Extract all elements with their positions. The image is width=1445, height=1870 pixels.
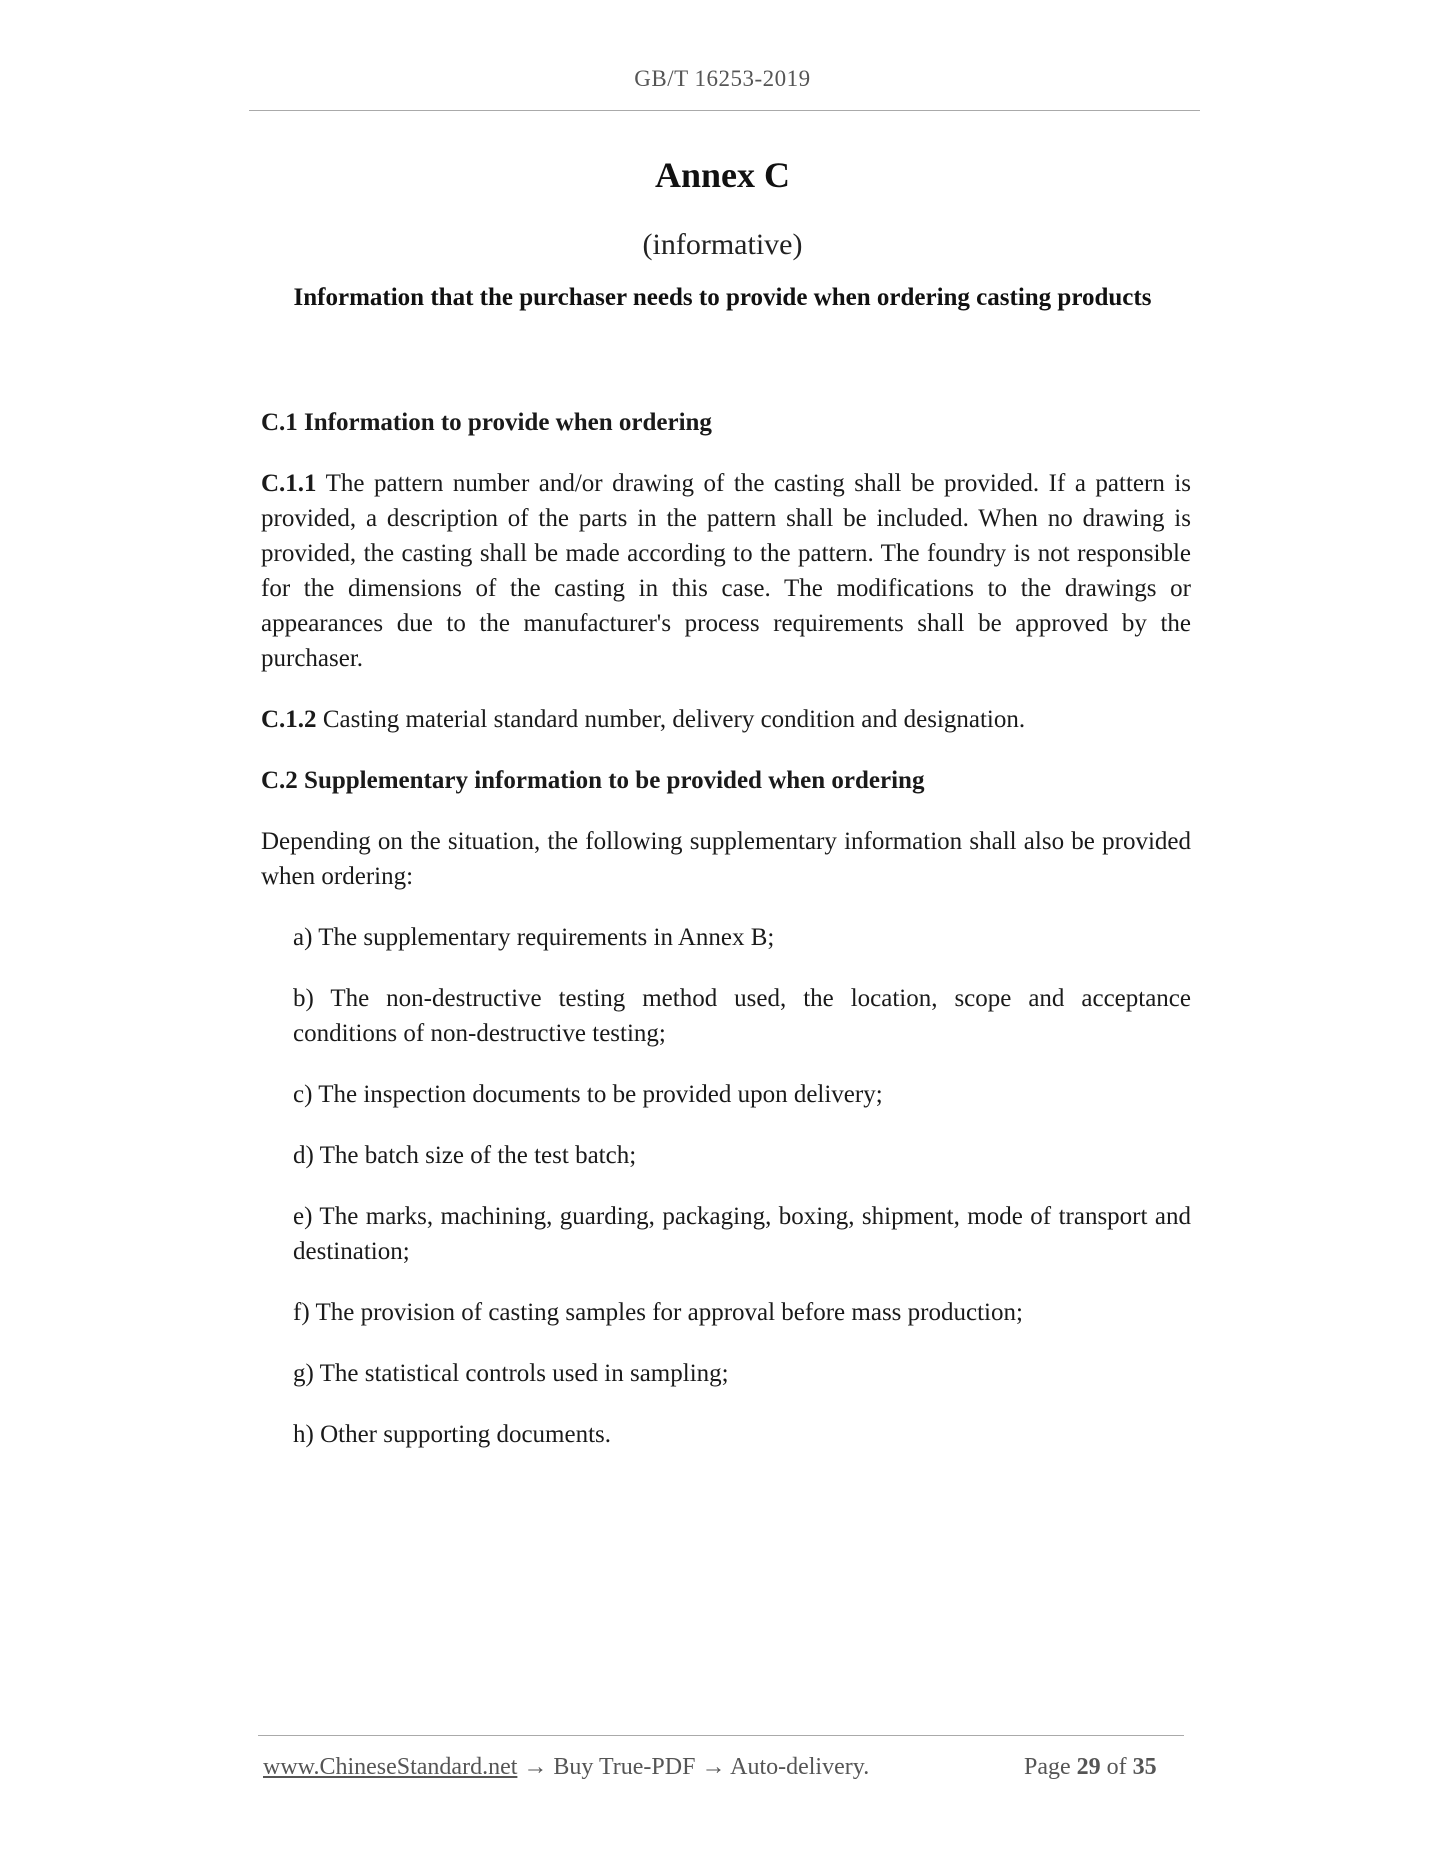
document-id: GB/T 16253-2019 (634, 66, 811, 91)
clause-c1-2 (261, 702, 1191, 737)
footer-promo (263, 1754, 869, 1781)
header-divider (249, 110, 1200, 111)
page-indicator (1024, 1754, 1157, 1781)
page-current: 29 (1076, 1754, 1101, 1780)
list-item: c) The inspection documents to be provided upon delivery; (293, 1081, 883, 1108)
list-item: g) The statistical controls used in sampling; (293, 1360, 729, 1387)
clause-c1-1-text: The pattern number and/or drawing of the casting shall be provided. If a pattern is provided, a description of the parts in the pattern shall be included. When no drawing is provided, the casting shall be made according to the pattern. The foundry is not responsible for the dimensions of the casting in this case. The modifications to the drawings or appearances due to the manufacturer's process requirements shall be approved by the purchaser. (261, 470, 1191, 672)
document-body (261, 405, 1191, 1478)
footer-divider (258, 1735, 1184, 1736)
list-item: b) The non-destructive testing method used, the location, scope and acceptance conditions of non-destructive testing; (293, 985, 1191, 1047)
clause-c1-2-label: C.1.2 (261, 706, 317, 733)
list-item: f) The provision of casting samples for approval before mass production; (293, 1299, 1023, 1326)
page-label: Page (1024, 1754, 1071, 1780)
list-item: a) The supplementary requirements in Annex B; (293, 924, 775, 951)
annex-subtitle: Information that the purchaser needs to provide when ordering casting products (293, 284, 1152, 311)
page-total: 35 (1132, 1754, 1157, 1780)
site-link[interactable]: www.ChineseStandard.net (263, 1754, 518, 1780)
clause-c1-2-text: Casting material standard number, delivery condition and designation. (322, 706, 1026, 733)
clause-c1-1-label: C.1.1 (261, 470, 317, 497)
page-of: of (1106, 1754, 1127, 1780)
supplementary-list (261, 920, 1191, 1452)
section-c1-heading: C.1 Information to provide when ordering (261, 409, 712, 436)
annex-type: (informative) (642, 228, 803, 261)
section-c2-heading: C.2 Supplementary information to be provided when ordering (261, 767, 925, 794)
annex-title: Annex C (654, 155, 791, 195)
list-item: d) The batch size of the test batch; (293, 1142, 637, 1169)
section-c2-intro: Depending on the situation, the following supplementary information shall also be provided when ordering: (261, 828, 1191, 890)
promo-text: → Buy True-PDF → Auto-delivery. (517, 1754, 870, 1780)
clause-c1-1 (261, 466, 1191, 676)
list-item: h) Other supporting documents. (293, 1421, 612, 1448)
list-item: e) The marks, machining, guarding, packaging, boxing, shipment, mode of transport and destination; (293, 1203, 1191, 1265)
